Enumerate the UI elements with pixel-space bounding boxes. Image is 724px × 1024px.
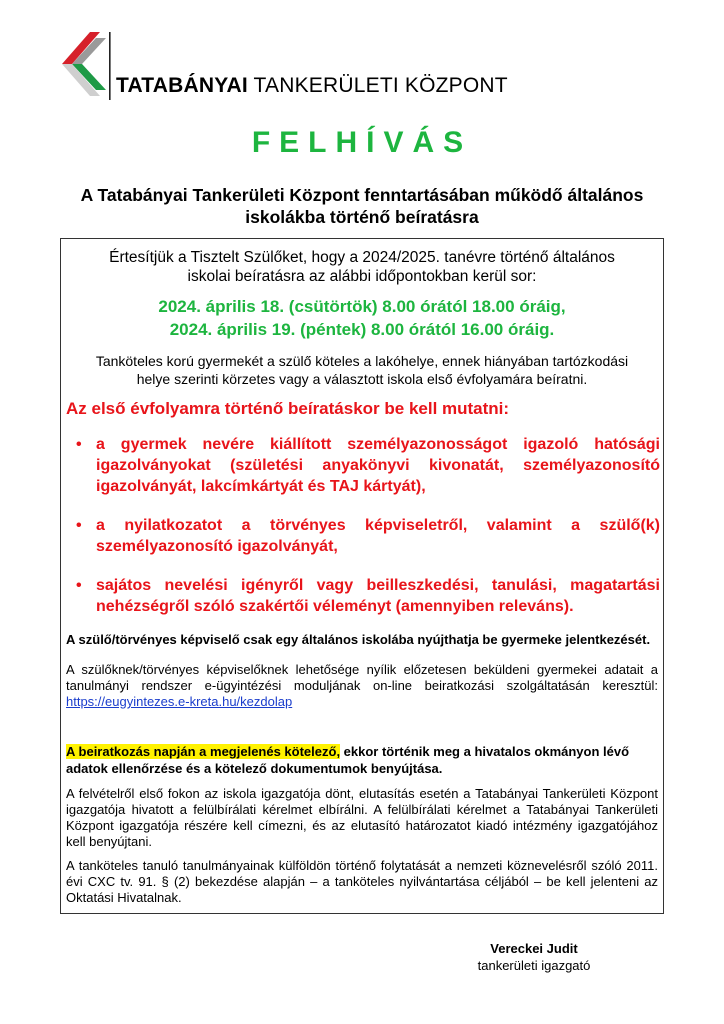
- list-item: • a gyermek nevére kiállított személyazonosságot igazoló hatósági igazolványokat (születési anyakönyvi kivonatát, személyazonosító igazolványát, lakcímkártyát és TAJ kártyát),: [76, 436, 660, 495]
- signer-name: Vereckei Judit: [490, 941, 578, 956]
- highlighted-text: A beiratkozás napján a megjelenés kötelező,: [66, 744, 341, 759]
- enrollment-dates: 2024. április 18. (csütörtök) 8.00 órától 18.00 óráig, 2024. április 19. (péntek) 8.00 órától 16.00 óráig.: [158, 297, 566, 339]
- subtitle: A Tatabányai Tankerületi Központ fenntartásában működő általános iskolákba történő beíratásra: [80, 185, 644, 227]
- list-item: • sajátos nevelési igényről vagy beilleszkedési, tanulási, magatartási nehézségről szóló szakértői véleményt (amennyiben releváns).: [76, 577, 660, 615]
- page-title: FELHÍVÁS: [251, 126, 473, 159]
- requirements-title: Az első évfolyamra történő beíratáskor be kell mutatni:: [66, 399, 510, 418]
- abroad-paragraph: A tanköteles tanuló tanulmányainak külföldön történő folytatását a nemzeti köznevelésről szóló 2011. évi CXC tv. 91. § (2) bekezdése alapján – a tanköteles nyilvántartása céljából – be kell jelenteni az Oktatási Hivatalnak.: [66, 858, 658, 905]
- appeal-paragraph: A felvételről első fokon az iskola igazgatója dönt, elutasítás esetén a Tatabányai Tankerületi Központ igazgatója hivatott a felülbírálati kérelmet elbírálni. A felülbírálati kérelmet a Tatabányai Tankerületi Központ igazgatója részére kell címezni, és az elutasító határozatot kiadó intézmény igazgatójához kell benyújtani.: [66, 786, 658, 849]
- online-enrollment-note: A szülőknek/törvényes képviselőknek lehetősége nyílik előzetesen beküldeni gyermekei adatait a tanulmányi rendszer e-ügyintézési moduljának on-line beiratkozási szolgáltatásán keresztül: https://eugyintezes.e-kreta.hu/kezdolap: [66, 662, 658, 709]
- bullet-icon: •: [76, 517, 82, 534]
- tankerulet-logo-icon: [60, 30, 112, 102]
- bullet-icon: •: [76, 577, 82, 594]
- signer-title: tankerületi igazgató: [477, 958, 591, 973]
- attendance-paragraph: A beiratkozás napján a megjelenés kötelező, ekkor történik meg a hivatalos okmányon lévő adatok ellenőrzése és a kötelező dokumentumok benyújtása.: [66, 744, 630, 776]
- intro-paragraph: Értesítjük a Tisztelt Szülőket, hogy a 2024/2025. tanévre történő általános iskolai beíratásra az alábbi időpontokban kerül sor:: [109, 249, 615, 285]
- bullet-icon: •: [76, 436, 82, 453]
- single-school-note: A szülő/törvényes képviselő csak egy általános iskolába nyújthatja be gyermeke jelentkezését.: [66, 632, 651, 647]
- e-kreta-link[interactable]: https://eugyintezes.e-kreta.hu/kezdolap: [66, 694, 293, 709]
- signature-block: [464, 940, 604, 974]
- list-item: • a nyilatkozatot a törvényes képviseletről, valamint a szülő(k) személyazonosító igazolványát,: [76, 517, 660, 555]
- organization-name: TATABÁNYAI TANKERÜLETI KÖZPONT: [116, 74, 508, 97]
- obligation-paragraph: Tanköteles korú gyermekét a szülő köteles a lakóhelye, ennek hiányában tartózkodási helye szerinti körzetes vagy a választott iskola első évfolyamára beíratni.: [95, 353, 629, 387]
